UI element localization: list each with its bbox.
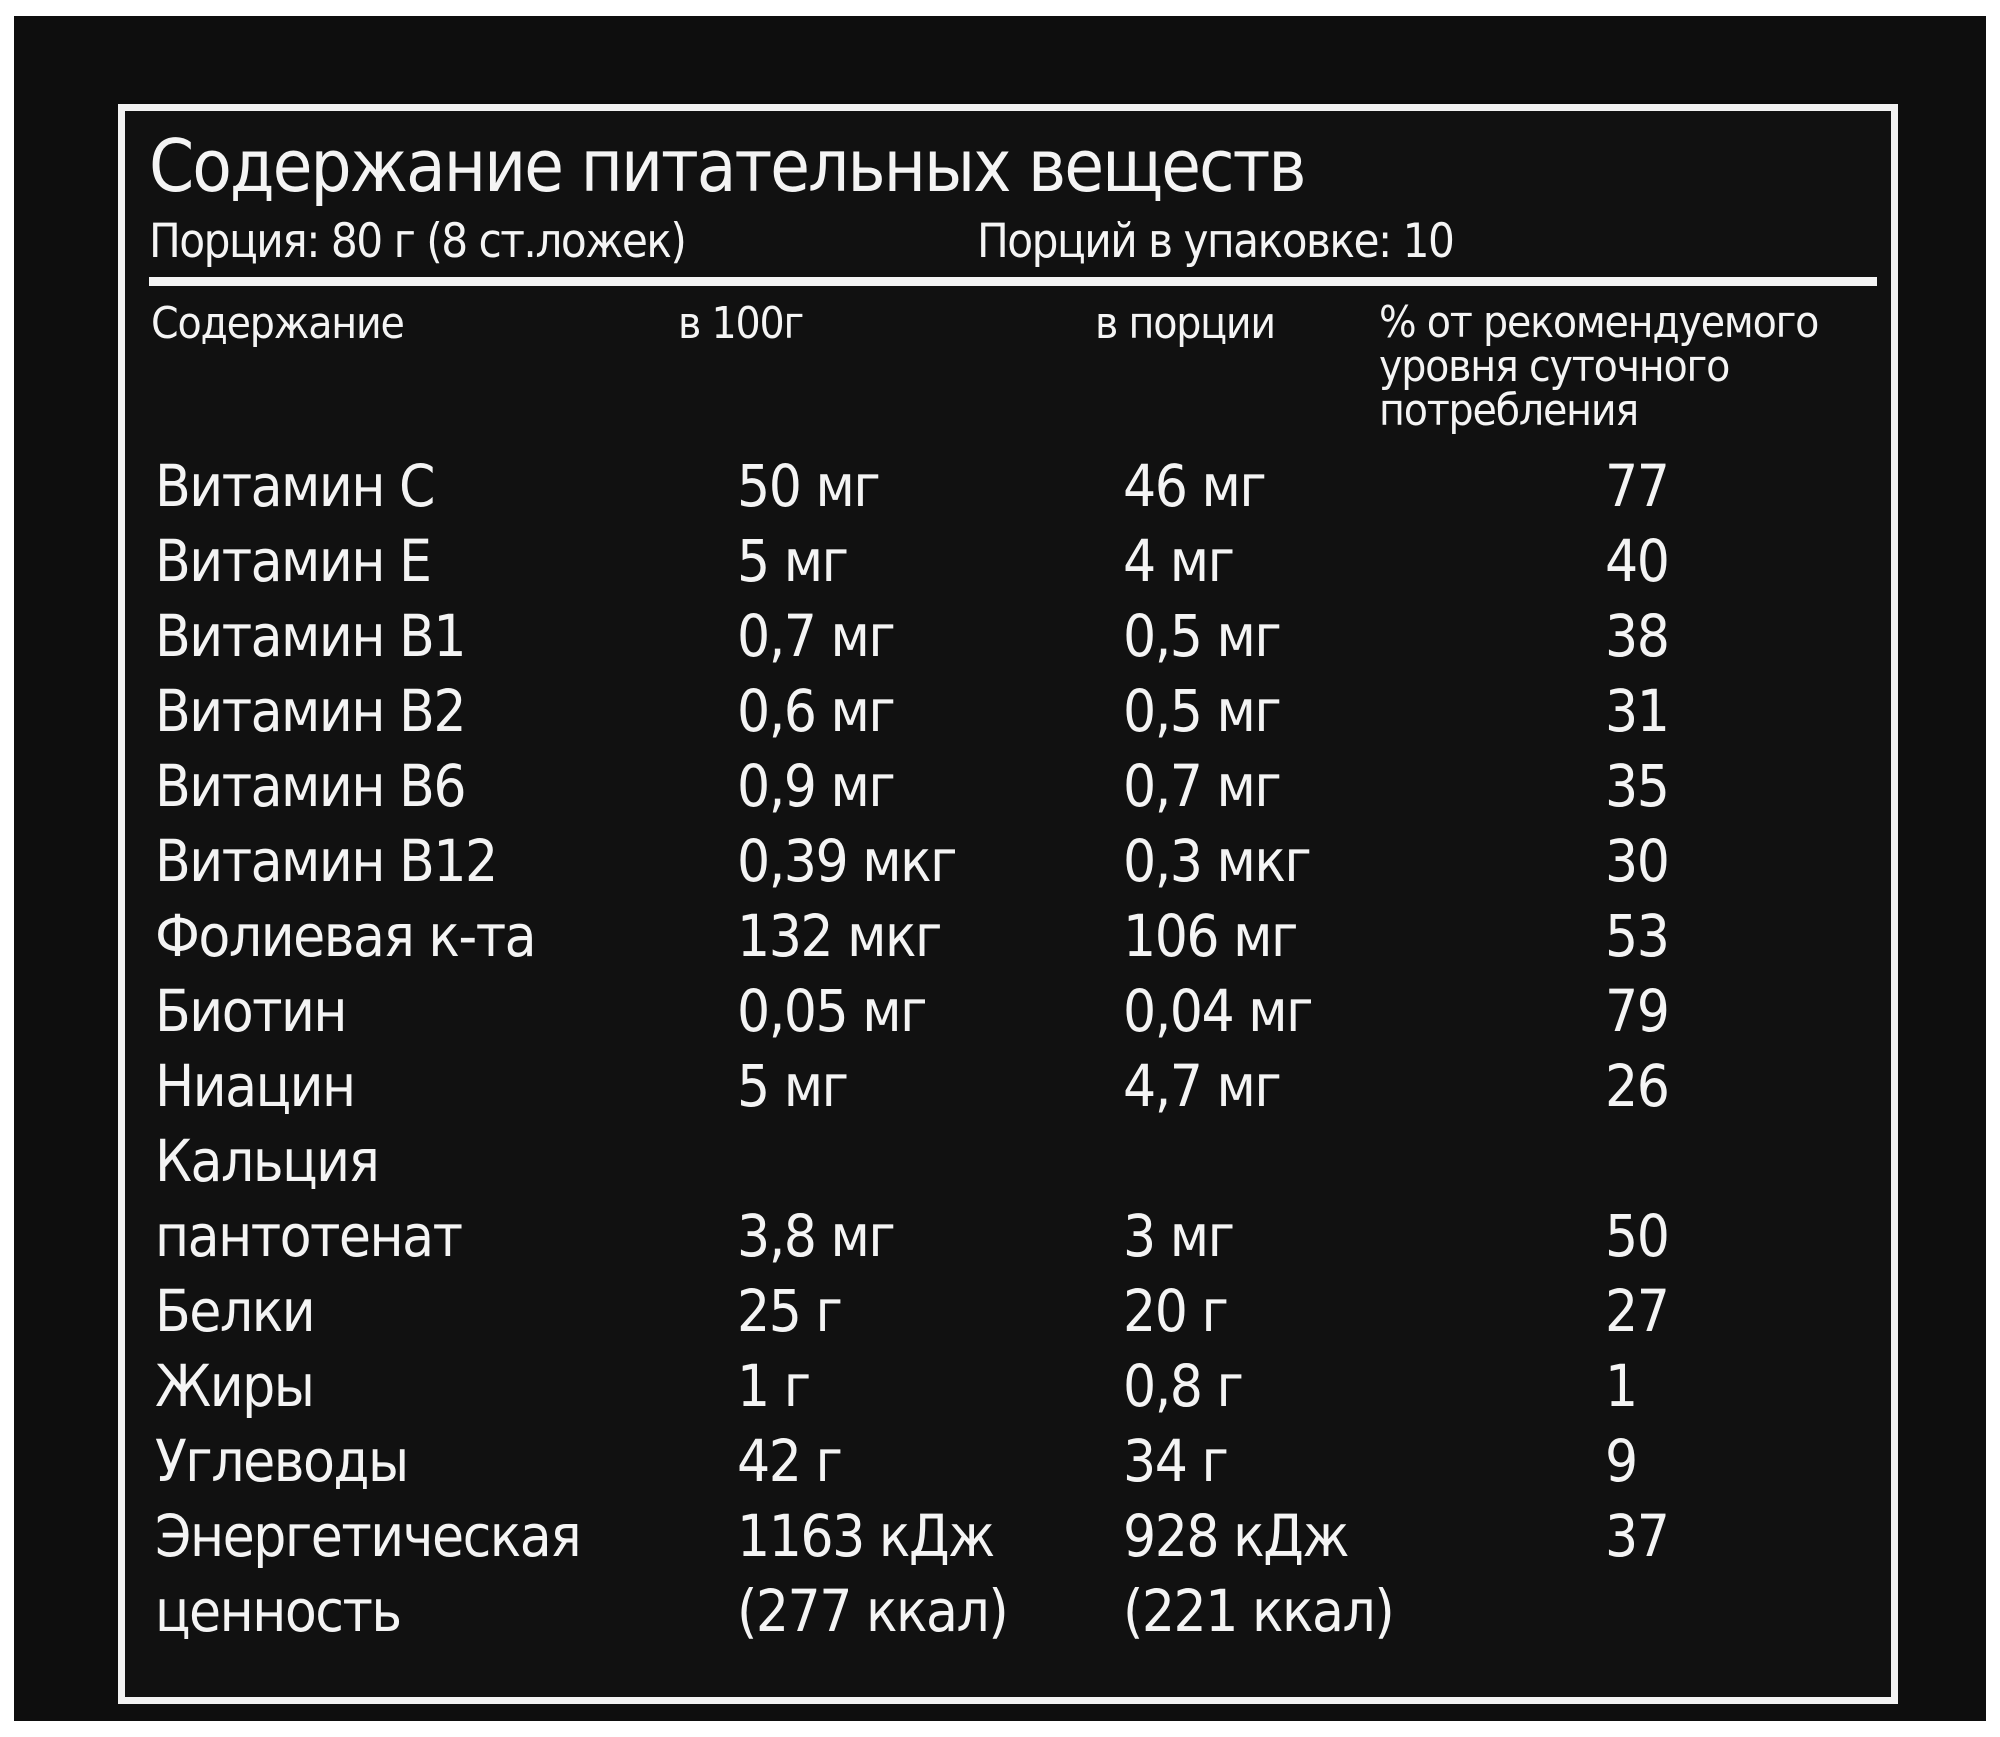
value-per-100g: 50 мг <box>737 452 880 520</box>
value-per-100g: 3,8 мг <box>737 1202 895 1270</box>
value-per-serving: 4 мг <box>1123 527 1234 595</box>
value-per-serving: 4,7 мг <box>1123 1052 1281 1120</box>
value-per-serving: 106 мг <box>1123 902 1297 970</box>
nutrient-name: Витамин В6 <box>155 752 466 820</box>
table-row <box>125 599 1891 674</box>
percent-daily-value: 35 <box>1605 752 1669 820</box>
percent-daily-value: 40 <box>1605 527 1669 595</box>
column-header-percent-daily: % от рекомендуемого уровня суточного потребления <box>1379 297 1819 436</box>
nutrient-name: Белки <box>155 1277 315 1345</box>
table-row <box>125 1349 1891 1424</box>
percent-daily-value: 38 <box>1605 602 1669 670</box>
percent-daily-value: 30 <box>1605 827 1669 895</box>
value-per-serving: 46 мг <box>1123 452 1266 520</box>
percent-daily-value: 79 <box>1605 977 1669 1045</box>
nutrient-name: Витамин Е <box>155 527 431 595</box>
table-row <box>125 824 1891 899</box>
percent-daily-value: 9 <box>1605 1427 1637 1495</box>
nutrient-name: Витамин В12 <box>155 827 497 895</box>
value-per-100g: 132 мкг <box>737 902 941 970</box>
nutrient-name: Витамин В1 <box>155 602 466 670</box>
value-per-100g: 0,39 мкг <box>737 827 957 895</box>
nutrient-name: Энергетическая ценность <box>155 1502 581 1645</box>
percent-daily-value: 1 <box>1605 1352 1637 1420</box>
table-row <box>125 974 1891 1049</box>
table-row <box>125 899 1891 974</box>
value-per-100g: 0,6 мг <box>737 677 895 745</box>
panel-title: Содержание питательных веществ <box>149 124 1305 208</box>
value-per-serving: 20 г <box>1123 1277 1228 1345</box>
nutrient-name: Витамин В2 <box>155 677 466 745</box>
value-per-100g: 0,9 мг <box>737 752 895 820</box>
value-per-serving: 0,8 г <box>1123 1352 1243 1420</box>
value-per-100g: 5 мг <box>737 1052 848 1120</box>
value-per-serving: 34 г <box>1123 1427 1228 1495</box>
table-row <box>125 674 1891 749</box>
percent-daily-value: 53 <box>1605 902 1669 970</box>
nutrient-name: Биотин <box>155 977 347 1045</box>
value-per-serving: 0,04 мг <box>1123 977 1312 1045</box>
nutrient-name: Фолиевая к-та <box>155 902 536 970</box>
nutrient-name: Витамин С <box>155 452 434 520</box>
table-row <box>125 449 1891 524</box>
value-per-100g: 1 г <box>737 1352 810 1420</box>
nutrient-name: Углеводы <box>155 1427 408 1495</box>
value-per-100g: 1163 кДж (277 ккал) <box>737 1502 1008 1645</box>
table-row <box>125 1274 1891 1349</box>
column-header-content: Содержание <box>151 298 404 349</box>
table-row <box>125 1124 1891 1274</box>
value-per-100g: 42 г <box>737 1427 842 1495</box>
nutrition-facts-panel <box>118 104 1898 1704</box>
value-per-serving: 0,7 мг <box>1123 752 1281 820</box>
table-row <box>125 1499 1891 1649</box>
column-header-per-serving: в порции <box>1095 298 1275 349</box>
header-divider <box>149 277 1877 286</box>
value-per-100g: 5 мг <box>737 527 848 595</box>
nutrient-table <box>125 449 1891 1649</box>
value-per-serving: 0,5 мг <box>1123 602 1281 670</box>
nutrient-name: Жиры <box>155 1352 314 1420</box>
table-row <box>125 524 1891 599</box>
nutrient-name: Кальция пантотенат <box>155 1127 462 1270</box>
value-per-100g: 0,7 мг <box>737 602 895 670</box>
value-per-serving: 3 мг <box>1123 1202 1234 1270</box>
servings-per-pack: Порций в упаковке: 10 <box>977 214 1454 269</box>
label-photo <box>14 16 1986 1721</box>
percent-daily-value: 77 <box>1605 452 1669 520</box>
percent-daily-value: 37 <box>1605 1502 1669 1570</box>
table-row <box>125 749 1891 824</box>
table-row <box>125 1049 1891 1124</box>
percent-daily-value: 27 <box>1605 1277 1669 1345</box>
percent-daily-value: 50 <box>1605 1202 1669 1270</box>
serving-size: Порция: 80 г (8 ст.ложек) <box>149 214 686 269</box>
percent-daily-value: 26 <box>1605 1052 1669 1120</box>
table-row <box>125 1424 1891 1499</box>
value-per-100g: 25 г <box>737 1277 842 1345</box>
value-per-serving: 0,3 мкг <box>1123 827 1311 895</box>
nutrient-name: Ниацин <box>155 1052 355 1120</box>
value-per-100g: 0,05 мг <box>737 977 926 1045</box>
value-per-serving: 0,5 мг <box>1123 677 1281 745</box>
column-header-per-100g: в 100г <box>678 298 804 349</box>
percent-daily-value: 31 <box>1605 677 1669 745</box>
value-per-serving: 928 кДж (221 ккал) <box>1123 1502 1394 1645</box>
